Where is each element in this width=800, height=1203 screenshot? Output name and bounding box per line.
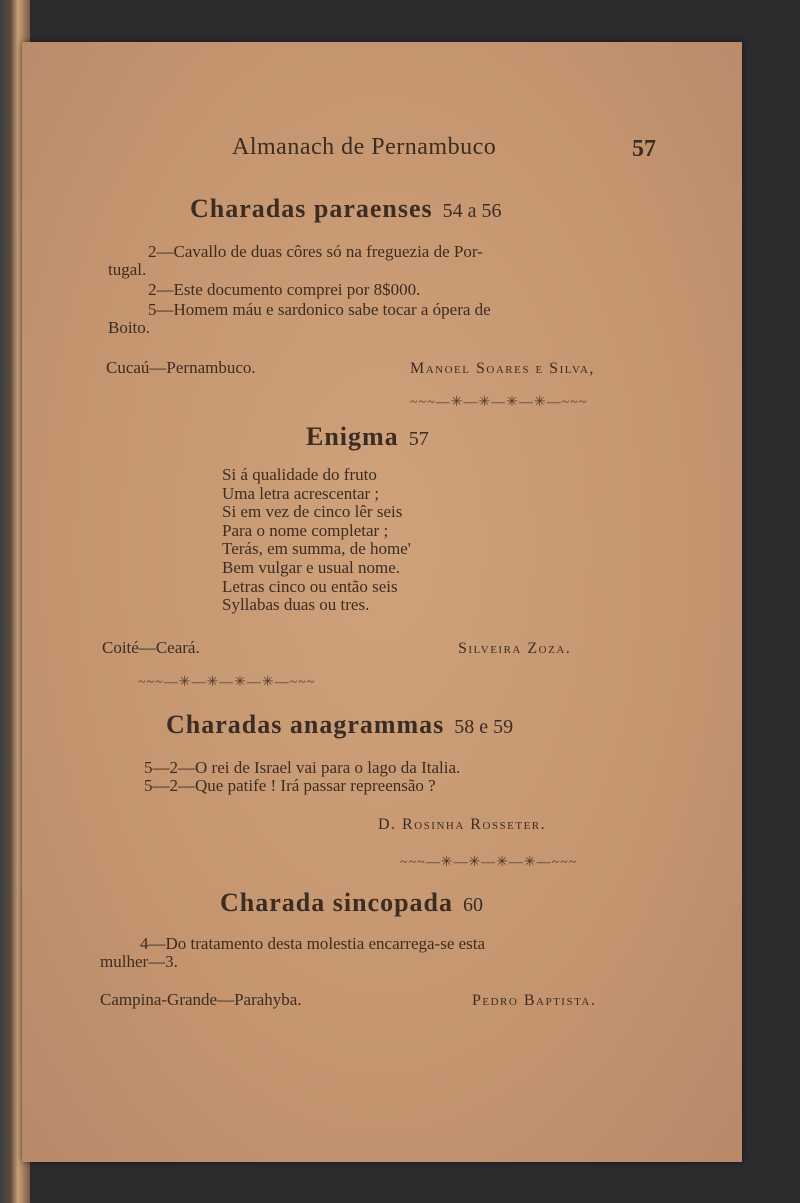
page-number: 57	[632, 136, 656, 162]
section-heading-numbers: 58 e 59	[454, 716, 514, 738]
ornament-divider: ~~~—✳—✳—✳—✳—~~~	[410, 395, 588, 410]
poem-line: Si á qualidade do fruto	[222, 465, 377, 484]
poem-line: Para o nome completar ;	[222, 520, 389, 540]
section-heading-numbers: 54 a 56	[442, 200, 502, 222]
text-line: 5—2—Que patife ! Irá passar repreensão ?	[144, 776, 436, 795]
text-line: Boito.	[108, 318, 151, 337]
signature-place: Coité—Ceará.	[102, 638, 200, 657]
enigma-poem	[222, 466, 411, 615]
running-header-title: Almanach de Pernambuco	[232, 134, 497, 160]
section-heading-text: Enigma	[306, 422, 399, 451]
section-heading-charadas-anagrammas	[166, 710, 513, 740]
poem-line: Letras cinco ou então seis	[222, 576, 398, 596]
poem-line: Syllabas duas ou tres.	[222, 595, 370, 615]
text-line: tugal.	[108, 260, 147, 279]
signature-place: Cucaú—Pernambuco.	[106, 358, 256, 377]
poem-line: Bem vulgar e usual nome.	[222, 557, 400, 577]
signature-place: Campina-Grande—Parahyba.	[100, 990, 302, 1009]
text-line: 5—Homem máu e sardonico sabe tocar a ópera de	[148, 300, 491, 319]
poem-line: Uma letra acrescentar ;	[222, 483, 380, 503]
ornament-divider: ~~~—✳—✳—✳—✳—~~~	[400, 855, 578, 870]
section-heading-charada-sincopada	[220, 888, 483, 918]
signature-author: Manoel Soares e Silva,	[410, 360, 595, 377]
section-heading-enigma	[306, 422, 429, 452]
section-heading-text: Charadas anagrammas	[166, 710, 445, 739]
signature-author: Pedro Baptista.	[472, 992, 597, 1009]
signature-author: D. Rosinha Rosseter.	[378, 816, 547, 833]
text-line: 4—Do tratamento desta molestia encarrega-se esta	[140, 934, 486, 953]
text-line: mulher—3.	[100, 952, 178, 971]
section-heading-text: Charadas paraenses	[190, 194, 433, 223]
signature-author: Silveira Zoza.	[458, 640, 572, 657]
section-heading-text: Charada sincopada	[220, 888, 453, 917]
ornament-divider: ~~~—✳—✳—✳—✳—~~~	[138, 675, 316, 690]
text-line: 2—Este documento comprei por 8$000.	[148, 280, 421, 299]
section-heading-charadas-paraenses	[190, 194, 502, 224]
section-heading-numbers: 60	[463, 894, 483, 916]
text-line: 5—2—O rei de Israel vai para o lago da Italia.	[144, 758, 461, 777]
text-line: 2—Cavallo de duas côres só na freguezia de Por-	[148, 242, 483, 261]
section-heading-numbers: 57	[408, 428, 429, 450]
book-page	[22, 42, 742, 1162]
poem-line: Terás, em summa, de home'	[222, 539, 411, 559]
poem-line: Si em vez de cinco lêr seis	[222, 502, 403, 522]
